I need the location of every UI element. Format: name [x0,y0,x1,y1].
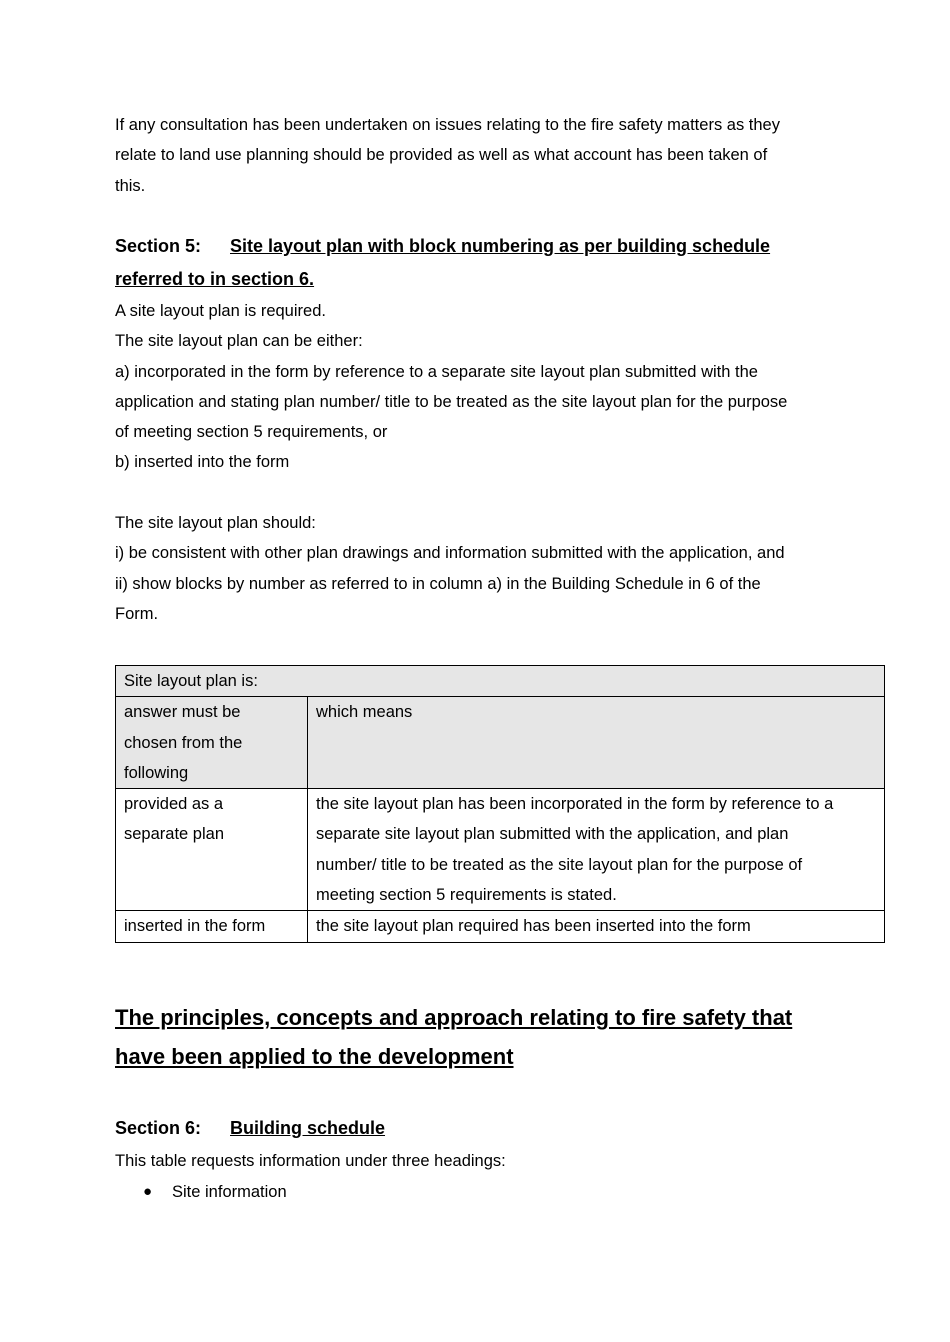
intro-line: If any consultation has been undertaken on issues relating to the fire safety matters as they [115,116,780,134]
body-line: a) incorporated in the form by reference to a separate site layout plan submitted with the [115,362,758,381]
header-col1-line: answer must be [124,703,241,722]
body-line: of meeting section 5 requirements, or [115,423,388,442]
cell-line: separate site layout plan submitted with the application, and plan [316,825,789,844]
section-5-title-continued: referred to in section 6. [115,268,315,289]
principles-heading-line: The principles, concepts and approach relating to fire safety that [115,1005,793,1030]
intro-line: relate to land use planning should be provided as well as what account has been taken of [115,146,768,165]
table-cell-meaning [308,911,885,942]
body-line: i) be consistent with other plan drawings and information submitted with the application, and [115,544,785,563]
header-col1-line: following [124,763,189,782]
section-5-heading [115,230,770,295]
cell-line: inserted in the form [124,917,266,936]
table-row [116,911,885,942]
table-cell-answer [116,911,308,942]
cell-line: provided as a [124,795,224,814]
body-line: b) inserted into the form [115,453,290,472]
section-6-number: Section 6: [115,1118,202,1138]
site-layout-table-wrapper [115,665,885,943]
table-header-row [116,697,885,789]
table-header-col2 [308,697,885,789]
section-5-number: Section 5: [115,236,202,256]
cell-line: meeting section 5 requirements is stated. [316,886,617,905]
cell-line: the site layout plan required has been inserted into the form [316,917,751,936]
section-6-title: Building schedule [230,1118,386,1138]
body-line: The site layout plan should: [115,514,316,532]
section-5-body-a [115,296,787,478]
section-6-heading [115,1112,385,1145]
body-line: application and stating plan number/ title to be treated as the site layout plan for the purpose [115,392,788,411]
section-6-bullet-list [115,1177,287,1207]
principles-heading [115,998,792,1076]
header-col2-text: which means [316,703,413,722]
cell-line: number/ title to be treated as the site layout plan for the purpose of [316,855,803,874]
table-row [116,789,885,911]
section-6-body [115,1146,506,1176]
table-cell-meaning [308,789,885,911]
table-title-cell [116,666,885,697]
cell-line: separate plan [124,825,224,844]
cell-line: the site layout plan has been incorporated in the form by reference to a [316,795,834,814]
list-item [115,1177,287,1207]
body-line: Form. [115,604,159,623]
intro-paragraph [115,110,780,201]
header-col1-line: chosen from the [124,733,243,752]
intro-line: this. [115,176,146,195]
list-item-text: Site information [172,1183,287,1201]
section-6-intro: This table requests information under three headings: [115,1152,506,1170]
site-layout-table [115,665,885,943]
body-line: A site layout plan is required. [115,302,326,320]
section-5-body-b [115,508,785,629]
table-header-col1 [116,697,308,789]
table-title-row [116,666,885,697]
table-title: Site layout plan is: [124,672,258,690]
principles-heading-line: have been applied to the development [115,1044,514,1069]
body-line: The site layout plan can be either: [115,332,363,351]
table-cell-answer [116,789,308,911]
bullet-icon: ● [143,1183,153,1200]
section-5-title: Site layout plan with block numbering as per building schedule [230,236,771,256]
body-line: ii) show blocks by number as referred to in column a) in the Building Schedule in 6 of the [115,574,761,593]
